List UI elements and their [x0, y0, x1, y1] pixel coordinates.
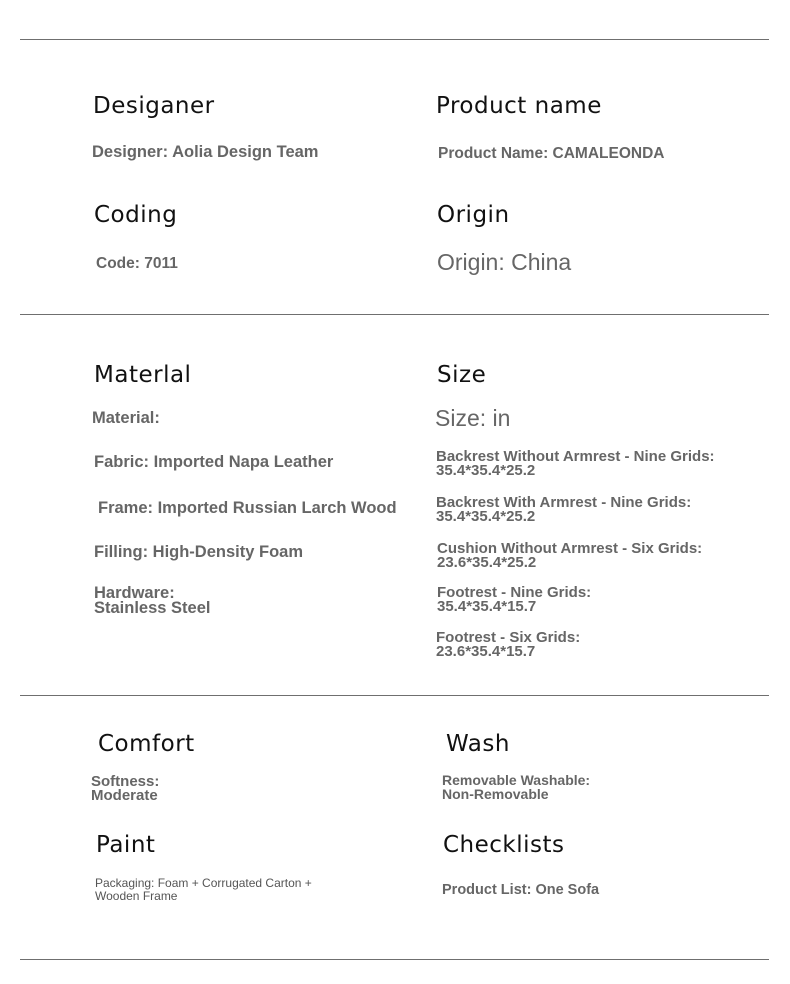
product-name-heading: Product name: [436, 93, 602, 119]
size-unit: Size: in: [435, 405, 511, 431]
designer-value: Designer: Aolia Design Team: [92, 143, 319, 161]
comfort-heading: Comfort: [98, 731, 195, 757]
frame-value: Frame: Imported Russian Larch Wood: [98, 499, 397, 517]
product-name-value: Product Name: CAMALEONDA: [438, 145, 665, 162]
material-heading: Materlal: [94, 362, 192, 388]
size-item: Cushion Without Armrest - Six Grids: 23.6*35.4*25.2: [437, 540, 703, 571]
fabric-value: Fabric: Imported Napa Leather: [94, 453, 334, 471]
softness-value: Softness: Moderate: [91, 773, 160, 804]
material-label: Material:: [92, 409, 160, 427]
origin-heading: Origin: [437, 202, 510, 228]
code-value: Code: 7011: [96, 255, 178, 272]
product-list-value: Product List: One Sofa: [442, 882, 600, 898]
divider-2: [20, 695, 769, 696]
hardware-value: Hardware: Stainless Steel: [94, 584, 211, 617]
divider-top: [20, 39, 769, 40]
divider-1: [20, 314, 769, 315]
coding-heading: Coding: [94, 202, 178, 228]
designer-heading: Desiganer: [93, 93, 215, 119]
divider-bottom: [20, 959, 769, 960]
origin-value: Origin: China: [437, 249, 572, 275]
size-heading: Size: [437, 362, 487, 388]
packaging-value: Packaging: Foam + Corrugated Carton + Wooden Frame: [95, 876, 312, 903]
size-item: Footrest - Six Grids: 23.6*35.4*15.7: [436, 629, 581, 660]
wash-value: Removable Washable: Non-Removable: [442, 772, 591, 802]
size-item: Backrest Without Armrest - Nine Grids: 35.4*35.4*25.2: [436, 448, 715, 479]
paint-heading: Paint: [96, 832, 156, 858]
filling-value: Filling: High-Density Foam: [94, 543, 303, 561]
wash-heading: Wash: [446, 731, 510, 757]
size-item: Footrest - Nine Grids: 35.4*35.4*15.7: [437, 584, 592, 615]
size-item: Backrest With Armrest - Nine Grids: 35.4*35.4*25.2: [436, 494, 692, 525]
checklists-heading: Checklists: [443, 832, 565, 858]
